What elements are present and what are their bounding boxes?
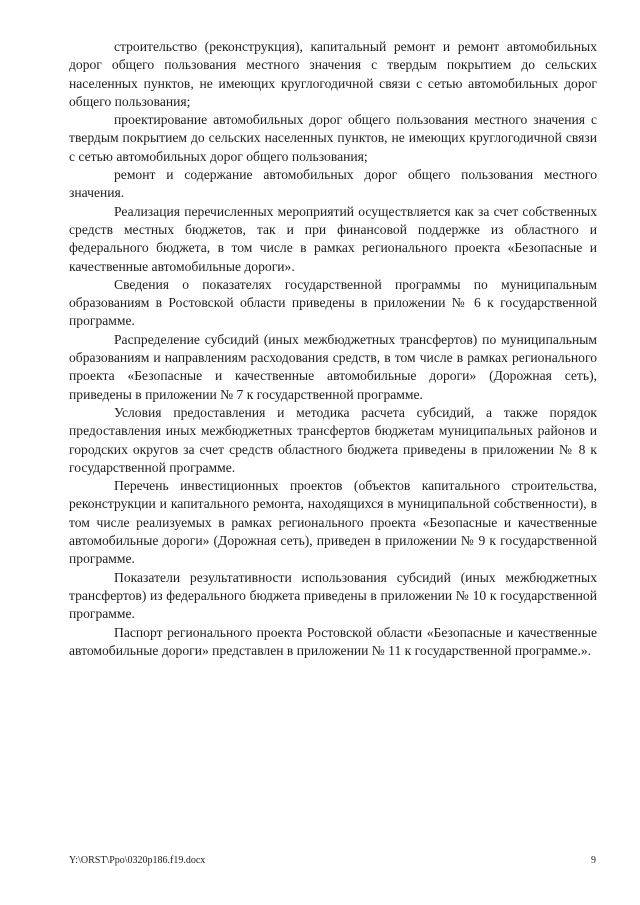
paragraph-conditions-appendix-8: Условия предоставления и методика расчета субсидий, а также порядок предоставления иных межбюджетных трансфертов бюджетам муниципальных районов и городских округов за счет средств областного бюджета приведены в приложении № 8 к государственной программе.: [69, 404, 597, 475]
document-body: [69, 38, 597, 660]
paragraph-project-passport-appendix-11: Паспорт регионального проекта Ростовской области «Безопасные и качественные автомобильные дороги» представлен в приложении № 11 к государственной программе.».: [69, 624, 597, 658]
paragraph-repair-maintenance: ремонт и содержание автомобильных дорог общего пользования местного значения.: [69, 167, 597, 201]
paragraph-performance-appendix-10: Показатели результативности использования субсидий (иных межбюджетных трансфертов) из федерального бюджета приведены в приложении № 10 к государственной программе.: [69, 569, 597, 622]
paragraph-indicators-appendix-6: Сведения о показателях государственной программы по муниципальным образованиям в Ростовской области приведены в приложении № 6 к государственной программе.: [69, 276, 597, 329]
footer-file-path: Y:\ORST\Ppo\0320p186.f19.docx: [69, 855, 206, 866]
paragraph-subsidy-distribution-appendix-7: Распределение субсидий (иных межбюджетных трансфертов) по муниципальным образованиям и направлениям расходования средств, в том числе в рамках регионального проекта «Безопасные и качественные автомобильные дороги» (Дорожная сеть), приведены в приложении № 7 к государственной программе.: [69, 331, 597, 402]
paragraph-funding: Реализация перечисленных мероприятий осуществляется как за счет собственных средств местных бюджетов, так и при финансовой поддержке из областного и федерального бюджета, в том числе в рамках регионального проекта «Безопасные и качественные автомобильные дороги».: [69, 203, 597, 274]
paragraph-construction: строительство (реконструкция), капитальный ремонт и ремонт автомобильных дорог общего пользования местного значения с твердым покрытием до сельских населенных пунктов, не имеющих круглогодичной связи с сетью автомобильных дорог общего пользования;: [69, 39, 597, 109]
footer-page-number: 9: [591, 855, 596, 866]
paragraph-design: проектирование автомобильных дорог общего пользования местного значения с твердым покрытием до сельских населенных пунктов, не имеющих круглогодичной связи с сетью автомобильных дорог общего пользования;: [69, 112, 597, 164]
paragraph-investment-projects-appendix-9: Перечень инвестиционных проектов (объектов капитального строительства, реконструкции и капитального ремонта, находящихся в муниципальной собственности), в том числе реализуемых в рамках регионального проекта «Безопасные и качественные автомобильные дороги» (Дорожная сеть), приведен в приложении № 9 к государственной программе.: [69, 478, 597, 567]
